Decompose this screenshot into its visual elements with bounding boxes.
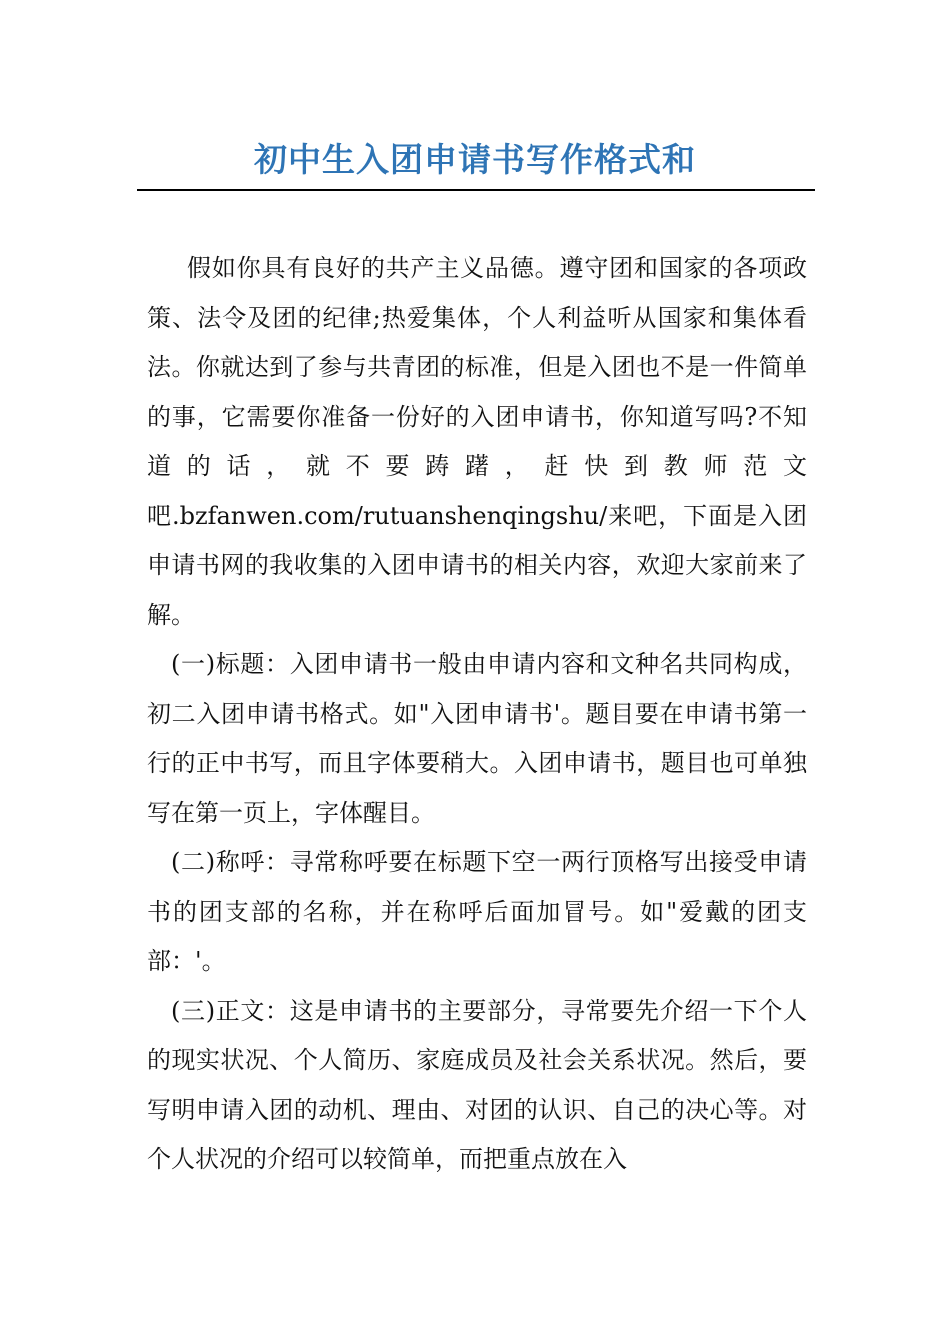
paragraph-body-section: (三)正文：这是申请书的主要部分，寻常要先介绍一下个人的现实状况、个人简历、家庭成员及社会关系状况。然后，要写明申请入团的动机、理由、对团的认识、自己的决心等。对个人状况的介绍可以较简单，而把重点放在入: [147, 996, 807, 1173]
paragraph-intro: 假如你具有良好的共产主义品德。遵守团和国家的各项政策、法令及团的纪律;热爱集体，个人利益听从国家和集体看法。你就达到了参与共青团的标准，但是入团也不是一件简单的事，它需要你准备一份好的入团申请书，你知道写吗?不知道的话，就不要踌躇，赶快到教师范文吧.bzfanwen.com/rutuanshenqingshu/来吧，下面是入团申请书网的我收集的入团申请书的相关内容，欢迎大家前来了解。: [147, 254, 807, 629]
paragraph-salutation-section: (二)称呼：寻常称呼要在标题下空一两行顶格写出接受申请书的团支部的名称，并在称呼后面加冒号。如"爱戴的团支部：'。: [147, 848, 807, 975]
paragraph-title-section: (一)标题：入团申请书一般由申请内容和文种名共同构成，初二入团申请书格式。如"入团申请书'。题目要在申请书第一行的正中书写，而且字体要稍大。入团申请书，题目也可单独写在第一页上，字体醒目。: [147, 650, 807, 827]
document-title: 初中生入团申请书写作格式和: [254, 140, 696, 179]
title-divider: [137, 189, 815, 191]
document-body: [147, 244, 807, 1185]
